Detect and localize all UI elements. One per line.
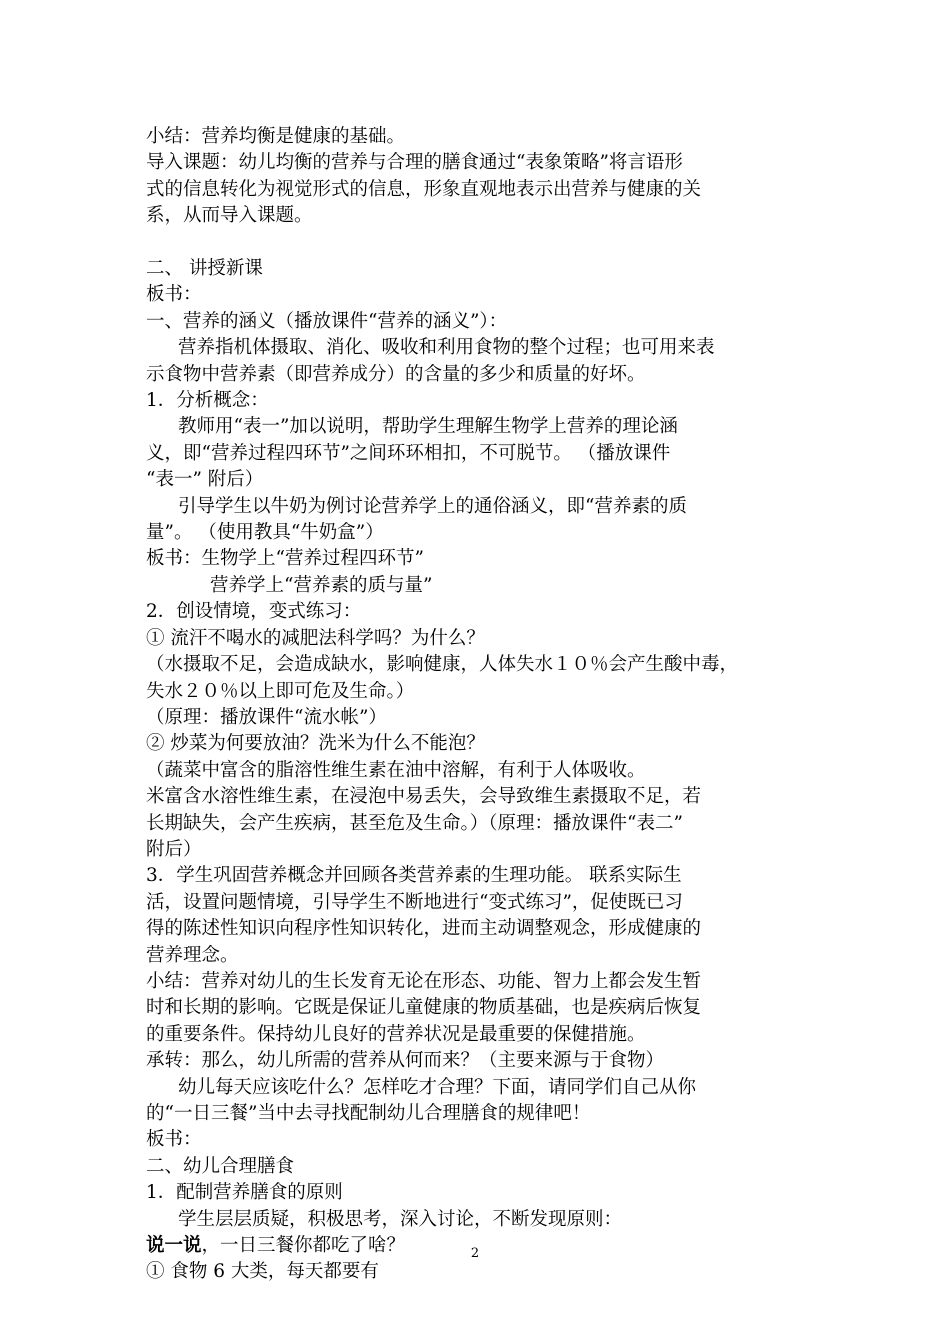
intro-line: 导入课题：幼儿均衡的营养与合理的膳食通过“表象策略”将言语形 (146, 152, 683, 174)
paragraph-line: 示食物中营养素（即营养成分）的含量的多少和质量的好坏。 (146, 363, 646, 385)
numbered-heading: 2．创设情境，变式练习： (146, 601, 362, 623)
discussion-text: ，一日三餐你都吃了啥？ (201, 1235, 406, 1257)
transition-line: 承转：那么，幼儿所需的营养从何而来？（主要来源与于食物） (146, 1050, 665, 1072)
paragraph-line: 得的陈述性知识向程序性知识转化，进而主动调整观念，形成健康的 (146, 918, 702, 940)
page-number: 2 (470, 1246, 480, 1261)
paragraph-line: 量”。 （使用教具“牛奶盒”） (146, 522, 384, 544)
board-label: 板书： (146, 284, 202, 306)
subsection-heading: 二、幼儿合理膳食 (146, 1155, 295, 1177)
subsection-heading: 一、营养的涵义（播放课件“营养的涵义”）： (146, 310, 508, 332)
paragraph-line: 引导学生以牛奶为例讨论营养学上的通俗涵义，即“营养素的质 (178, 495, 687, 517)
blank-line (146, 230, 816, 256)
list-item: ① 食物 6 大类，每天都要有 (146, 1261, 379, 1283)
paragraph-line: 的“一日三餐”当中去寻找配制幼儿合理膳食的规律吧！ (146, 1103, 591, 1125)
question-line: ② 炒菜为何要放油？洗米为什么不能泡？ (146, 733, 485, 755)
answer-line: 米富含水溶性维生素，在浸泡中易丢失，会导致维生素摄取不足，若 (146, 786, 702, 808)
answer-line: （水摄取不足，会造成缺水，影响健康，人体失水１０％会产生酸中毒， (146, 654, 739, 676)
section-heading: 二、 讲授新课 (146, 258, 263, 280)
answer-line: （蔬菜中富含的脂溶性维生素在油中溶解，有利于人体吸收。 (146, 759, 646, 781)
answer-line: 失水２０％以上即可危及生命。） (146, 680, 415, 702)
question-line: ① 流汗不喝水的减肥法科学吗？为什么？ (146, 627, 485, 649)
paragraph-line: 学生层层质疑，积极思考，深入讨论，不断发现原则： (178, 1208, 623, 1230)
intro-line: 式的信息转化为视觉形式的信息，形象直观地表示出营养与健康的关 (146, 178, 702, 200)
board-label: 板书： (146, 1129, 202, 1151)
paragraph-line: “表一” 附后） (146, 469, 264, 491)
paragraph-line: 活，设置问题情境，引导学生不断地进行“变式练习”，促使既已习 (146, 891, 683, 913)
answer-line: （原理：播放课件“流水帐”） (146, 706, 387, 728)
numbered-heading: 1．配制营养膳食的原则 (146, 1182, 343, 1204)
intro-line: 系，从而导入课题。 (146, 205, 313, 227)
board-line: 板书：生物学上“营养过程四环节” (146, 548, 424, 570)
document-body (146, 124, 816, 1286)
board-line: 营养学上“营养素的质与量” (210, 574, 433, 596)
paragraph-line: 幼儿每天应该吃什么？怎样吃才合理？下面，请同学们自己从你 (178, 1076, 697, 1098)
emphasis-label: 说一说 (146, 1235, 202, 1257)
summary-line: 小结：营养对幼儿的生长发育无论在形态、功能、智力上都会发生暂 (146, 970, 702, 992)
numbered-heading: 3．学生巩固营养概念并回顾各类营养素的生理功能。 联系实际生 (146, 865, 682, 887)
paragraph-line: 营养理念。 (146, 944, 239, 966)
numbered-heading: 1．分析概念： (146, 390, 269, 412)
paragraph-line: 教师用“表一”加以说明，帮助学生理解生物学上营养的理论涵 (178, 416, 678, 438)
answer-line: 附后） (146, 838, 202, 860)
summary-line: 小结：营养均衡是健康的基础。 (146, 126, 406, 147)
paragraph-line: 营养指机体摄取、消化、吸收和利用食物的整个过程；也可用来表 (178, 337, 715, 359)
summary-line: 的重要条件。保持幼儿良好的营养状况是最重要的保健措施。 (146, 1023, 646, 1045)
paragraph-line: 义，即“营养过程四环节”之间环环相扣，不可脱节。 （播放课件 (146, 442, 671, 464)
answer-line: 长期缺失，会产生疾病，甚至危及生命。）（原理：播放课件“表二” (146, 812, 683, 834)
summary-line: 时和长期的影响。它既是保证儿童健康的物质基础，也是疾病后恢复 (146, 997, 702, 1019)
